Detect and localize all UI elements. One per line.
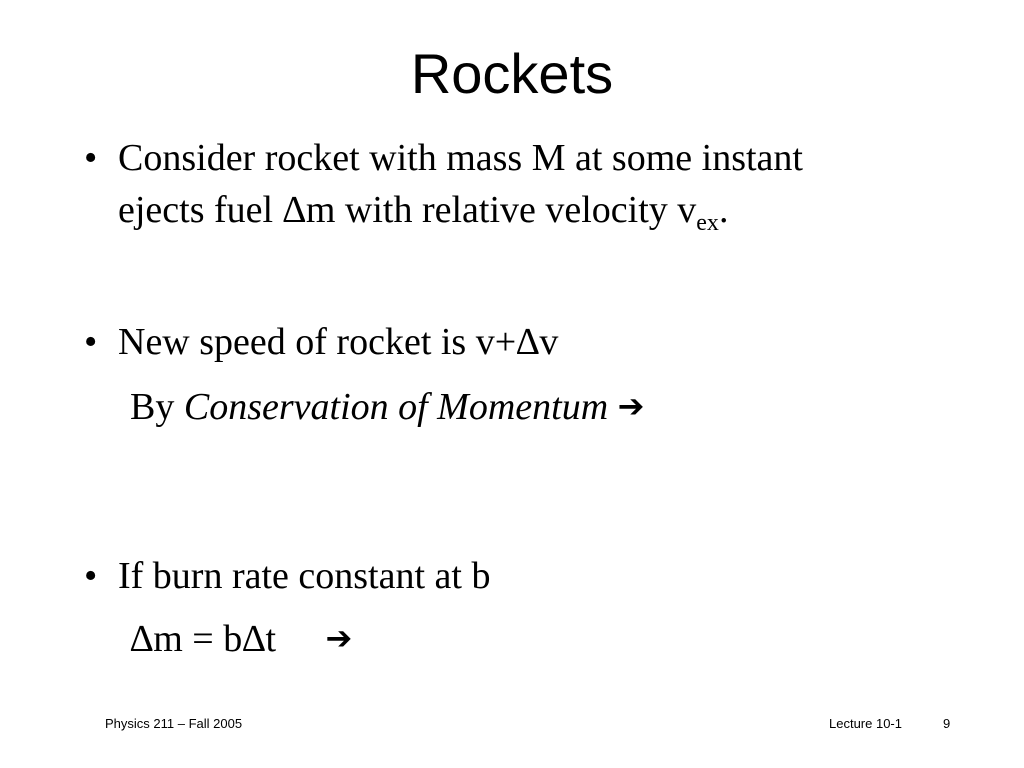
right-arrow-icon: ➔: [617, 387, 645, 425]
momentum-prefix: By: [130, 386, 184, 428]
momentum-emphasis: Conservation of Momentum: [183, 386, 609, 428]
bullet-line-main: ejects fuel ∆m with relative velocity v: [118, 189, 697, 231]
subscript-ex: ex: [696, 210, 719, 236]
footer-page-number: 9: [943, 716, 951, 731]
footer-course: Physics 211 – Fall 2005: [105, 716, 243, 731]
bullet-item-new-speed: [84, 316, 964, 368]
bullet-text: [118, 550, 964, 602]
burn-equation-line: [130, 612, 352, 665]
bullet-line: [118, 184, 964, 236]
bullet-marker: •: [84, 321, 98, 363]
bullet-text: [118, 316, 964, 368]
bullet-marker: •: [84, 555, 98, 597]
sentence-period: .: [718, 189, 729, 231]
bullet-text: [118, 132, 964, 236]
bullet-marker: •: [84, 137, 98, 179]
slide-title: Rockets: [410, 42, 614, 105]
bullet-line: New speed of rocket is v+∆v: [118, 321, 559, 363]
burn-equation: ∆m = b∆t: [130, 618, 277, 660]
bullet-item-rocket-mass: [84, 132, 964, 236]
bullet-line: Consider rocket with mass M at some instant: [118, 137, 803, 179]
momentum-line: [130, 380, 644, 433]
bullet-line: If burn rate constant at b: [118, 555, 491, 597]
bullet-item-burn-rate: [84, 550, 964, 602]
right-arrow-icon: ➔: [325, 619, 353, 657]
footer-lecture: Lecture 10-1: [829, 716, 902, 731]
